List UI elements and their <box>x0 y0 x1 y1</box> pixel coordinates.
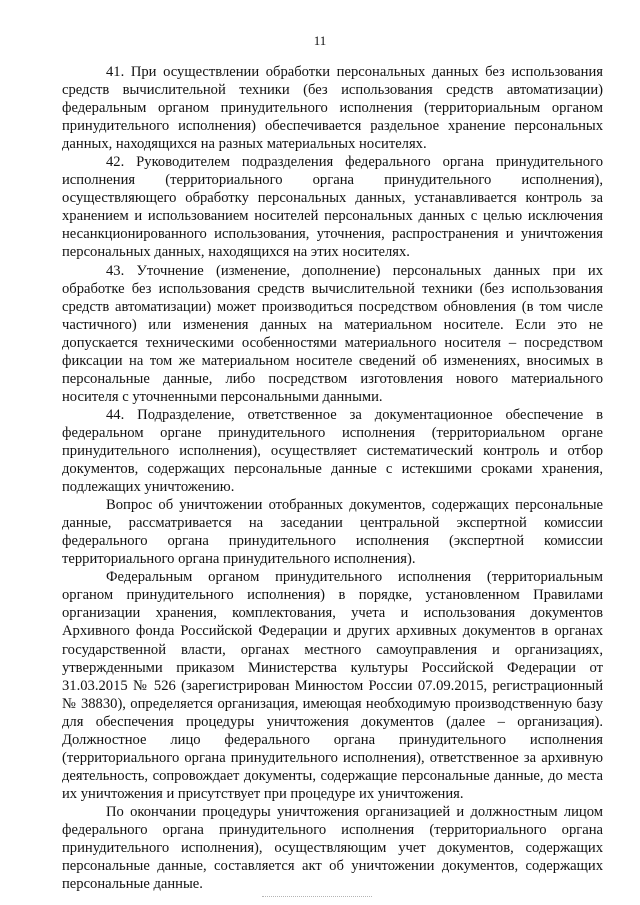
paragraph-44: 44. Подразделение, ответственное за документационное обеспечение в федеральном органе принудительного исполнения (территориальном органе принудительного исполнения), осуществляет систематический контроль и отбор документов, содержащих персональные данные с истекшими сроками хранения, подлежащих уничтожению. <box>62 406 603 496</box>
paragraph-42: 42. Руководителем подразделения федерального органа принудительного исполнения (территориального органа принудительного исполнения), осуществляющего обработку персональных данных, устанавливается контроль за хранением и использованием носителей персональных данных с целью исключения несанкционированного использования, уточнения, распространения и уничтожения персональных данных, находящихся на этих носителях. <box>62 154 603 261</box>
paragraph-41: 41. При осуществлении обработки персональных данных без использования средств вычислительной техники (без использования средств автоматизации) федеральным органом принудительного исполнения (территориальным органом принудительного исполнения) обеспечивается раздельное хранение персональных данных, находящихся на разных материальных носителях. <box>62 64 603 153</box>
paragraph-43: 43. Уточнение (изменение, дополнение) персональных данных при их обработке без использования средств вычислительной техники (без использования средств автоматизации) может производиться посредством обновления (в том числе частичного) или изменения данных на материальном носителе. Если это не допускается техническими особенностями материального носителя – посредством фиксации на том же материальном носителе сведений об изменениях, вносимых в персональные данные, либо посредством изготовления нового материального носителя с уточненными персональными данными. <box>62 262 603 405</box>
scan-artifact-line <box>262 896 372 897</box>
paragraph-44-organization: Федеральным органом принудительного исполнения (территориальным органом принудительного исполнения) в порядке, установленном Правилами организации хранения, комплектования, учета и использования документов Архивного фонда Российской Федерации и других архивных документов в органах государственной власти, органах местного самоуправления и организациях, утвержденными приказом Министерства культуры Российской Федерации от 31.03.2015 № 526 (зарегистрирован Минюстом России 07.09.2015, регистрационный № 38830), определяется организация, имеющая необходимую производственную базу для обеспечения процедуры уничтожения документов (далее – организация). Должностное лицо федерального органа принудительного исполнения (территориального органа принудительного исполнения), ответственное за архивную деятельность, сопровождает документы, содержащие персональные данные, до места их уничтожения и присутствует при процедуре их уничтожения. <box>62 569 603 802</box>
paragraph-44-act: По окончании процедуры уничтожения организацией и должностным лицом федерального органа принудительного исполнения (территориального органа принудительного исполнения), осуществляющим учет документов, содержащих персональные данные, составляется акт об уничтожении документов, содержащих персональные данные. <box>62 803 603 893</box>
paragraph-44-commission: Вопрос об уничтожении отобранных документов, содержащих персональные данные, рассматривается на заседании центральной экспертной комиссии федерального органа принудительного исполнения (экспертной комиссии территориального органа принудительного исполнения). <box>62 497 603 568</box>
page-number: 11 <box>313 33 327 48</box>
document-body <box>62 63 603 893</box>
